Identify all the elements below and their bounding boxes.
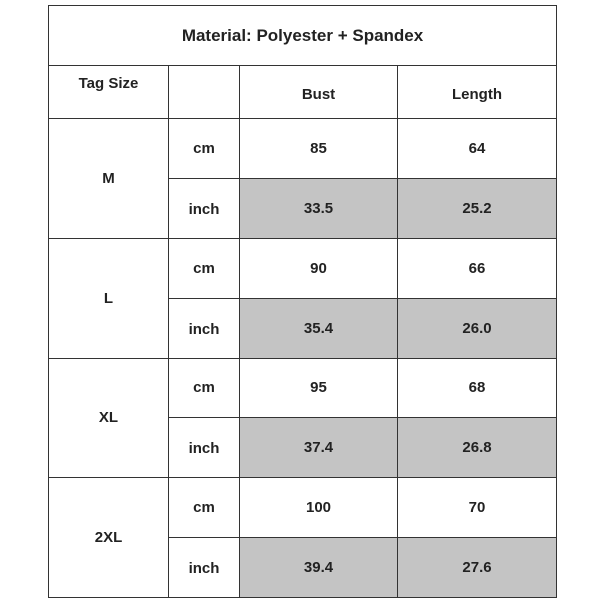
- bust-value: 85: [240, 119, 398, 179]
- header-row: [49, 66, 557, 119]
- bust-value: 100: [240, 478, 398, 538]
- bust-value: 39.4: [240, 538, 398, 598]
- unit-label: cm: [169, 358, 240, 418]
- unit-label: inch: [169, 418, 240, 478]
- size-label: M: [49, 119, 169, 239]
- length-value: 27.6: [398, 538, 557, 598]
- bust-value: 33.5: [240, 178, 398, 238]
- size-label: L: [49, 238, 169, 358]
- table-row: [49, 358, 557, 418]
- bust-value: 35.4: [240, 298, 398, 358]
- unit-header: [169, 66, 240, 119]
- bust-value: 90: [240, 238, 398, 298]
- length-value: 26.0: [398, 298, 557, 358]
- table-row: [49, 119, 557, 179]
- length-value: 26.8: [398, 418, 557, 478]
- size-label: XL: [49, 358, 169, 478]
- length-value: 25.2: [398, 178, 557, 238]
- size-chart-table: [48, 5, 557, 598]
- unit-label: cm: [169, 238, 240, 298]
- length-header: Length: [398, 66, 557, 119]
- unit-label: inch: [169, 178, 240, 238]
- bust-value: 37.4: [240, 418, 398, 478]
- length-value: 70: [398, 478, 557, 538]
- size-label: 2XL: [49, 478, 169, 598]
- table-row: [49, 238, 557, 298]
- unit-label: inch: [169, 538, 240, 598]
- table-row: [49, 478, 557, 538]
- chart-title: Material: Polyester + Spandex: [49, 6, 557, 66]
- title-row: [49, 6, 557, 66]
- length-value: 66: [398, 238, 557, 298]
- unit-label: cm: [169, 119, 240, 179]
- bust-header: Bust: [240, 66, 398, 119]
- tag-size-header: Tag Size: [49, 66, 169, 119]
- unit-label: inch: [169, 298, 240, 358]
- bust-value: 95: [240, 358, 398, 418]
- length-value: 64: [398, 119, 557, 179]
- unit-label: cm: [169, 478, 240, 538]
- length-value: 68: [398, 358, 557, 418]
